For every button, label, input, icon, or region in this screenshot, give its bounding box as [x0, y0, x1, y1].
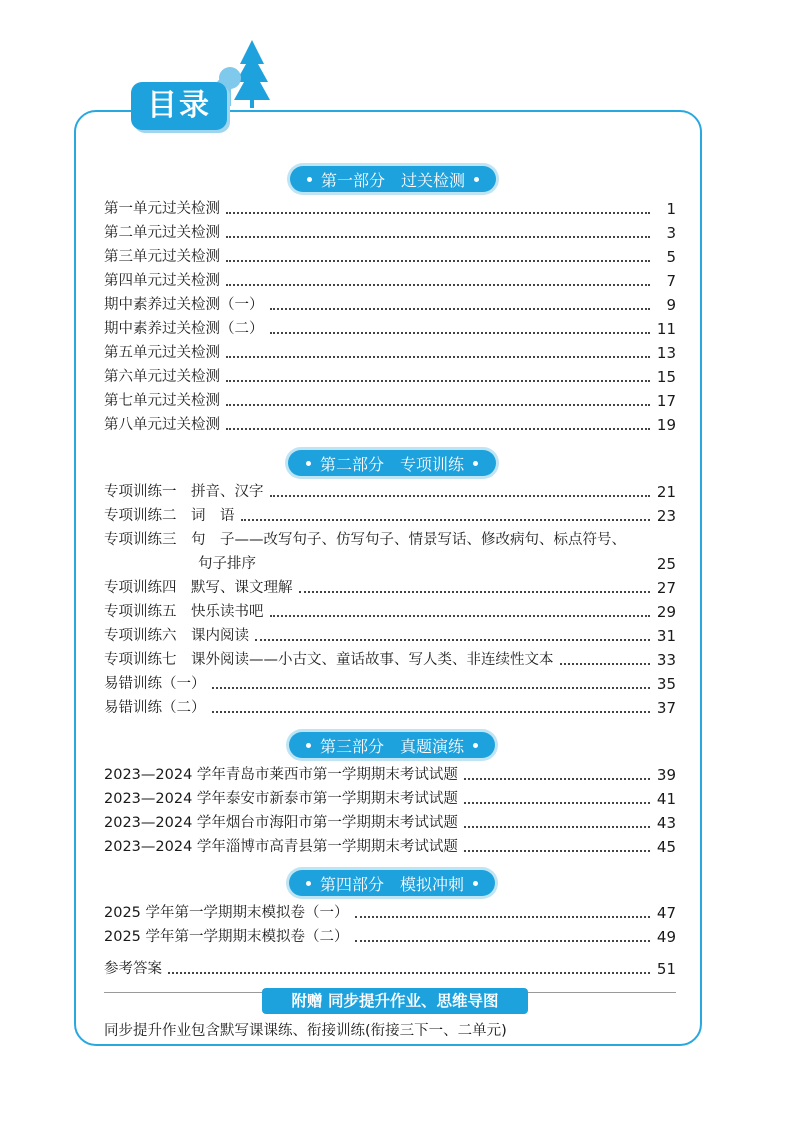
leader-dots [270, 332, 651, 334]
entry-page: 15 [656, 368, 676, 386]
entry-label: 2023—2024 学年淄博市高青县第一学期期末考试试题 [104, 839, 458, 855]
section-3-title: 第三部分 真题演练 [319, 736, 464, 756]
toc-title-badge [131, 82, 227, 130]
dot-icon [473, 881, 478, 886]
entry-page: 49 [656, 928, 676, 946]
toc-entry[interactable] [104, 697, 676, 719]
leader-dots [226, 260, 650, 262]
toc-entry[interactable] [104, 366, 676, 388]
toc-entry[interactable] [104, 649, 676, 671]
entry-label: 句子排序 [198, 556, 256, 572]
entry-label: 第三单元过关检测 [104, 249, 220, 265]
entry-page: 19 [656, 416, 676, 434]
leader-dots [255, 639, 650, 641]
leader-dots [464, 826, 650, 828]
toc-entry[interactable] [104, 926, 676, 948]
entry-page: 27 [656, 579, 676, 597]
toc-entry[interactable] [104, 601, 676, 623]
entry-page: 17 [656, 392, 676, 410]
entry-page: 43 [656, 814, 676, 832]
entry-label: 2023—2024 学年青岛市莱西市第一学期期末考试试题 [104, 767, 458, 783]
leader-dots [299, 591, 651, 593]
dot-icon [306, 743, 311, 748]
entry-page: 47 [656, 904, 676, 922]
toc-entry[interactable] [104, 414, 676, 436]
toc-entry[interactable] [104, 625, 676, 647]
entry-page: 45 [656, 838, 676, 856]
toc-entry[interactable] [104, 505, 676, 527]
entry-label: 第八单元过关检测 [104, 417, 220, 433]
dot-icon [473, 461, 478, 466]
toc-entry[interactable] [104, 529, 676, 551]
leader-dots [464, 850, 650, 852]
entry-label: 第二单元过关检测 [104, 225, 220, 241]
entry-page: 37 [656, 699, 676, 717]
entry-page: 31 [656, 627, 676, 645]
section-4-title: 第四部分 模拟冲刺 [319, 874, 464, 894]
toc-entry[interactable] [104, 788, 676, 810]
entry-label: 2025 学年第一学期期末模拟卷（一） [104, 905, 349, 921]
gift-banner: 附赠 同步提升作业、思维导图 [262, 988, 528, 1014]
entry-label: 期中素养过关检测（二） [104, 321, 264, 337]
leader-dots [355, 940, 650, 942]
entry-page: 23 [656, 507, 676, 525]
entry-label: 易错训练（一） [104, 676, 206, 692]
entry-label: 期中素养过关检测（一） [104, 297, 264, 313]
entry-label: 专项训练四 默写、课文理解 [104, 580, 293, 596]
section-1-title: 第一部分 过关检测 [320, 170, 465, 190]
toc-entry[interactable] [104, 318, 676, 340]
entry-label: 专项训练五 快乐读书吧 [104, 604, 264, 620]
toc-entry[interactable] [104, 812, 676, 834]
entry-page: 51 [656, 960, 676, 978]
leader-dots [226, 356, 650, 358]
entry-label: 专项训练二 词 语 [104, 508, 235, 524]
entry-page: 35 [656, 675, 676, 693]
entry-label: 参考答案 [104, 961, 162, 977]
entry-label: 专项训练六 课内阅读 [104, 628, 249, 644]
gift-note: 同步提升作业包含默写课课练、衔接训练(衔接三下一、二单元) [104, 1023, 507, 1039]
toc-entry[interactable] [104, 902, 676, 924]
toc-entry[interactable] [104, 342, 676, 364]
leader-dots [212, 711, 651, 713]
leader-dots [226, 428, 650, 430]
toc-entry[interactable] [104, 764, 676, 786]
entry-page: 11 [656, 320, 676, 338]
toc-entry[interactable] [104, 198, 676, 220]
toc-entry[interactable] [104, 577, 676, 599]
toc-entry-continuation[interactable] [198, 553, 676, 575]
section-2-title: 第二部分 专项训练 [319, 454, 464, 474]
entry-page: 1 [666, 200, 676, 218]
entry-label: 第四单元过关检测 [104, 273, 220, 289]
leader-dots [270, 495, 651, 497]
toc-entry[interactable] [104, 222, 676, 244]
leader-dots [226, 236, 650, 238]
dot-icon [474, 177, 479, 182]
section-2-header [288, 450, 496, 476]
toc-entry[interactable] [104, 270, 676, 292]
leader-dots [226, 284, 650, 286]
entry-label: 2023—2024 学年烟台市海阳市第一学期期末考试试题 [104, 815, 458, 831]
leader-dots [355, 916, 650, 918]
leader-dots [464, 802, 650, 804]
entry-label: 专项训练三 句 子——改写句子、仿写句子、情景写话、修改病句、标点符号、 [104, 532, 626, 548]
entry-page: 5 [666, 248, 676, 266]
entry-label: 第五单元过关检测 [104, 345, 220, 361]
leader-dots [560, 663, 651, 665]
dot-icon [473, 743, 478, 748]
leader-dots [226, 404, 650, 406]
entry-page: 7 [666, 272, 676, 290]
entry-page: 29 [656, 603, 676, 621]
entry-page: 33 [656, 651, 676, 669]
entry-page: 25 [656, 555, 676, 573]
toc-entry[interactable] [104, 836, 676, 858]
section-3-header [289, 732, 495, 758]
toc-entry[interactable] [104, 294, 676, 316]
leader-dots [212, 687, 651, 689]
entry-page: 21 [656, 483, 676, 501]
toc-entry[interactable] [104, 673, 676, 695]
entry-page: 3 [666, 224, 676, 242]
leader-dots [270, 308, 651, 310]
section-1-header [290, 166, 496, 192]
toc-entry[interactable] [104, 481, 676, 503]
entry-page: 41 [656, 790, 676, 808]
entry-label: 第一单元过关检测 [104, 201, 220, 217]
leader-dots [241, 519, 651, 521]
leader-dots [226, 212, 650, 214]
entry-label: 专项训练一 拼音、汉字 [104, 484, 264, 500]
entry-page: 9 [666, 296, 676, 314]
entry-label: 2025 学年第一学期期末模拟卷（二） [104, 929, 349, 945]
leader-dots [226, 380, 650, 382]
entry-label: 第七单元过关检测 [104, 393, 220, 409]
leader-dots [464, 778, 650, 780]
leader-dots [270, 615, 651, 617]
toc-entry[interactable] [104, 246, 676, 268]
dot-icon [306, 881, 311, 886]
entry-label: 易错训练（二） [104, 700, 206, 716]
leader-dots [262, 567, 650, 569]
entry-label: 2023—2024 学年泰安市新泰市第一学期期末考试试题 [104, 791, 458, 807]
dot-icon [306, 461, 311, 466]
entry-label: 第六单元过关检测 [104, 369, 220, 385]
entry-label: 专项训练七 课外阅读——小古文、童话故事、写人类、非连续性文本 [104, 652, 554, 668]
entry-page: 39 [656, 766, 676, 784]
section-4-header [289, 870, 495, 896]
entry-page: 13 [656, 344, 676, 362]
toc-entry[interactable] [104, 390, 676, 412]
dot-icon [307, 177, 312, 182]
leader-dots [168, 972, 650, 974]
toc-entry-answers[interactable] [104, 958, 676, 980]
page-title: 目录 [147, 88, 211, 123]
